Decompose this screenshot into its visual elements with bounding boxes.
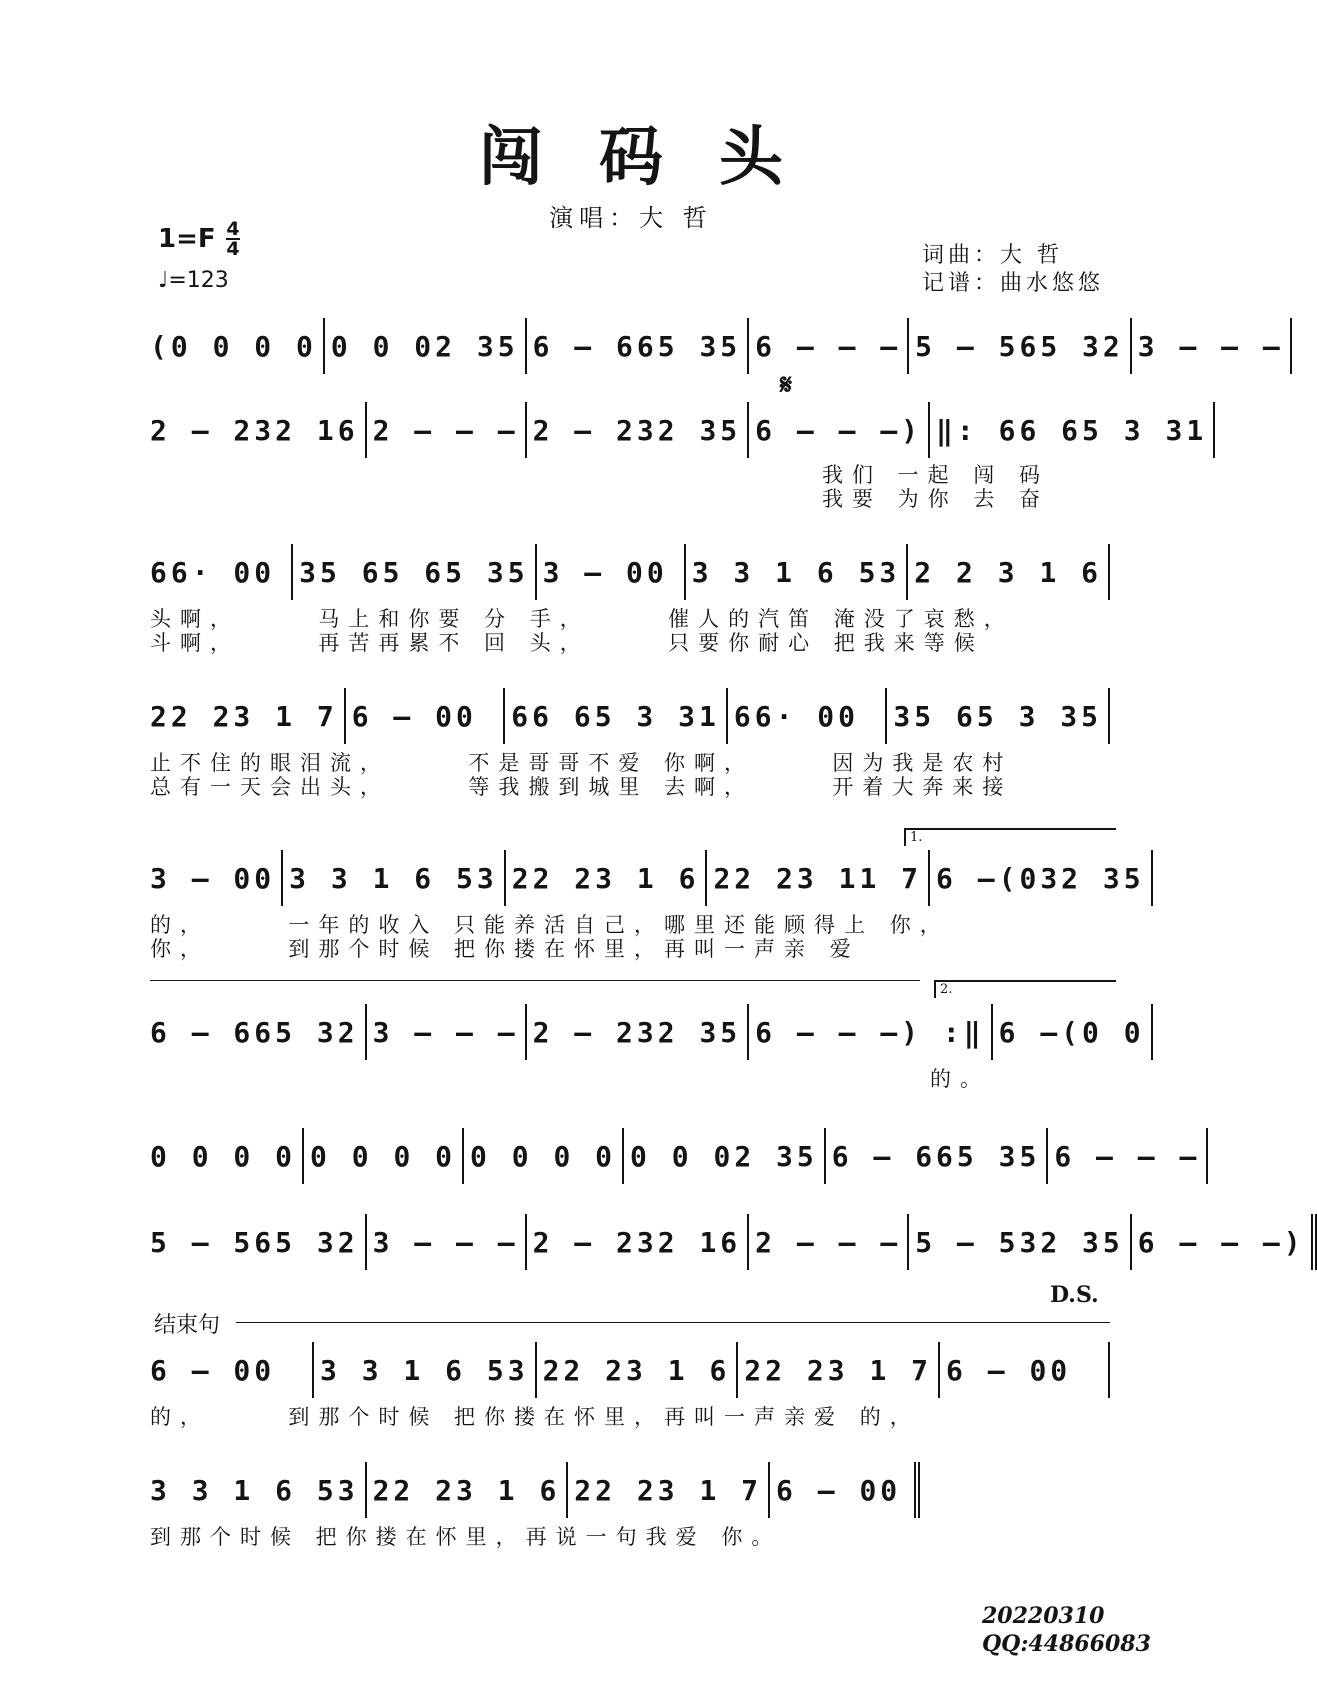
measure: 22 23 1 7 [150, 688, 346, 744]
transcriber-credit: 记谱：曲水悠悠 [922, 271, 1105, 296]
measure: 3 – – – [367, 1214, 527, 1270]
measure: 2 – 232 16 [527, 1214, 750, 1270]
measure: 6 – 00 [770, 1462, 920, 1518]
measure: 5 – 565 32 [909, 318, 1132, 374]
measure: 3 3 1 6 53 [314, 1342, 537, 1398]
lyric-line: 到那个时候 把你搂在怀里，再说一句我爱 你。 [150, 1525, 782, 1549]
song-title: 闯码头 [479, 120, 839, 195]
measure: 22 23 1 7 [568, 1462, 770, 1518]
measure: 0 0 0 0 [150, 1128, 304, 1184]
measure: 5 – 532 35 [909, 1214, 1132, 1270]
measure: 6 – – – [749, 318, 909, 374]
measure: 2 2 3 1 6 [908, 544, 1110, 600]
lyric-line: 止不住的眼泪流， 不是哥哥不爱 你啊， 因为我是农村 [150, 751, 1013, 775]
measure: 35 65 65 35 [293, 544, 536, 600]
time-top: 4 [226, 218, 240, 240]
measure: 2 – 232 16 [150, 402, 367, 458]
measure: 6 –(032 35 [930, 850, 1153, 906]
volta-2: 2. [934, 980, 1116, 998]
measure: 6 –(0 0 [993, 1004, 1153, 1060]
volta-1: 1. [904, 828, 1116, 846]
measure: 6 – 665 32 [150, 1004, 367, 1060]
measure: 2 – – – [749, 1214, 909, 1270]
lyric-line: 我们 一起 闯 码 [822, 463, 1050, 487]
ds-mark: D.S. [1050, 1282, 1099, 1308]
measure: 66· 00 [150, 544, 293, 600]
segno-mark: 𝄋 [780, 368, 793, 401]
measure: 66 65 3 31 [505, 688, 728, 744]
measure: 66· 00 [728, 688, 888, 744]
volta-1-continuation [150, 980, 920, 981]
measure: 22 23 1 7 [738, 1342, 940, 1398]
measure: 5 – 565 32 [150, 1214, 367, 1270]
measure: 2 – 232 35 [527, 402, 750, 458]
time-bottom: 4 [226, 238, 240, 260]
score-row-2 [150, 402, 1208, 458]
lyricist-credit: 词曲：大 哲 [922, 243, 1063, 268]
score-row-5 [150, 850, 1145, 906]
lyric-line: 斗啊， 再苦再累不 回 头， 只要你耐心 把我来等候 [150, 631, 984, 655]
measure: 6 – 665 35 [826, 1128, 1049, 1184]
lyric-line: 的。 [930, 1067, 990, 1091]
score-row-3 [150, 544, 1110, 600]
measure: 6 – 00 [346, 688, 506, 744]
measure: 3 3 1 6 53 [150, 1462, 367, 1518]
measure: 6 – – –) :‖ [749, 1004, 992, 1060]
measure: 22 23 1 6 [506, 850, 708, 906]
measure: 0 0 0 0 [464, 1128, 624, 1184]
measure: 0 0 02 35 [325, 318, 527, 374]
measure: 0 0 02 35 [624, 1128, 826, 1184]
score-row-10 [150, 1462, 920, 1518]
footer-qq: QQ:44866083 [982, 1631, 1151, 1657]
score [150, 0, 1305, 1702]
measure: 3 – – – [1132, 318, 1292, 374]
measure: ‖: 66 65 3 31 [930, 402, 1215, 458]
measure: 3 – – – [367, 1004, 527, 1060]
tempo-mark: ♩=123 [158, 268, 229, 293]
lyric-line: 总有一天会出头， 等我搬到城里 去啊， 开着大奔来接 [150, 775, 1013, 799]
lyric-line: 的， 到那个时候 把你搂在怀里，再叫一声亲爱 的， [150, 1405, 920, 1429]
ending-label: 结束句 [154, 1313, 221, 1338]
lyric-line: 的， 一年的收入 只能养活自己，哪里还能顾得上 你， [150, 913, 950, 937]
measure: 22 23 1 6 [367, 1462, 569, 1518]
measure: 3 3 1 6 53 [686, 544, 909, 600]
measure: 35 65 3 35 [887, 688, 1110, 744]
lyric-line: 我要 为你 去 奋 [822, 487, 1050, 511]
footer [982, 1602, 1151, 1658]
measure: 6 – – –) [1132, 1214, 1317, 1270]
measure: 3 3 1 6 53 [283, 850, 506, 906]
ending-bracket-line [236, 1322, 1110, 1323]
lyric-line: 你， 到那个时候 把你搂在怀里，再叫一声亲 爱 [150, 937, 860, 961]
measure: 2 – – – [367, 402, 527, 458]
measure: 6 – 00 [940, 1342, 1110, 1398]
measure: 6 – 665 35 [527, 318, 750, 374]
score-row-4 [150, 688, 1110, 744]
singer-credit: 演唱：大 哲 [549, 204, 713, 232]
lyric-line: 头啊， 马上和你要 分 手， 催人的汽笛 淹没了哀愁， [150, 607, 1014, 631]
score-row-9 [150, 1342, 1110, 1398]
measure: (0 0 0 0 [150, 318, 325, 374]
measure: 6 – – – [1048, 1128, 1208, 1184]
score-row-6 [150, 1004, 1145, 1060]
measure: 6 – – –) [749, 402, 930, 458]
measure: 6 – 00 [150, 1342, 314, 1398]
score-row-8 [150, 1214, 1305, 1270]
measure: 22 23 11 7 [707, 850, 930, 906]
measure: 2 – 232 35 [527, 1004, 750, 1060]
measure: 3 – 00 [150, 850, 283, 906]
key-signature: 1=F [158, 224, 216, 254]
footer-date: 20220310 [982, 1603, 1105, 1629]
score-row-1 [150, 318, 1284, 374]
score-row-7 [150, 1128, 1201, 1184]
measure: 22 23 1 6 [537, 1342, 739, 1398]
measure: 0 0 0 0 [304, 1128, 464, 1184]
measure: 3 – 00 [537, 544, 686, 600]
